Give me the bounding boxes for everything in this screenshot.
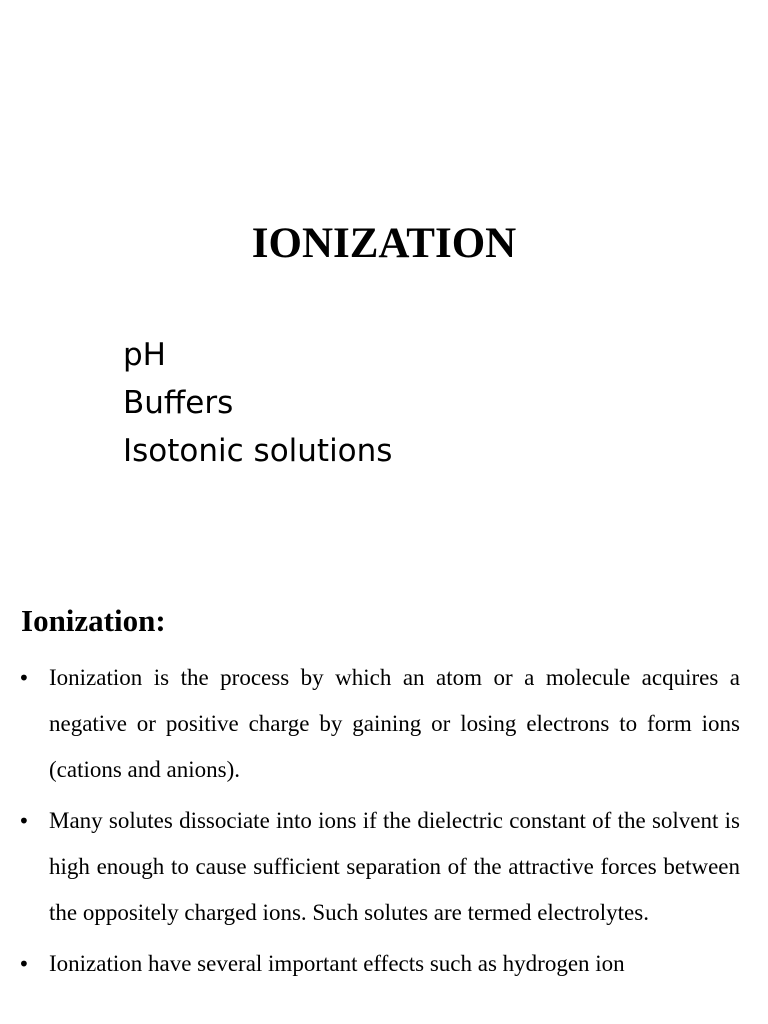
- bullet-item: [0, 655, 768, 793]
- page-title: IONIZATION: [251, 220, 517, 267]
- bullet-item: [0, 941, 768, 987]
- bullet-item: [0, 798, 768, 936]
- topic-item-buffers: Buffers: [123, 385, 234, 421]
- section-heading: Ionization:: [21, 603, 166, 638]
- bullet-text: Many solutes dissociate into ions if the dielectric constant of the solvent is high enough to cause sufficient separation of the attractive forces between the oppositely charged ions. Such solutes are termed electrolytes.: [49, 808, 740, 925]
- topic-item-isotonic-solutions: Isotonic solutions: [123, 433, 393, 469]
- topic-item-ph: pH: [123, 337, 166, 373]
- topic-list: [123, 331, 392, 475]
- bullet-text: Ionization have several important effects such as hydrogen ion: [49, 951, 625, 976]
- bullet-dot-icon: •: [18, 666, 30, 690]
- bullet-dot-icon: •: [18, 952, 30, 976]
- bullet-list: [0, 655, 768, 992]
- bullet-dot-icon: •: [18, 809, 30, 833]
- bullet-text: Ionization is the process by which an atom or a molecule acquires a negative or positive charge by gaining or losing electrons to form ions (cations and anions).: [49, 665, 740, 782]
